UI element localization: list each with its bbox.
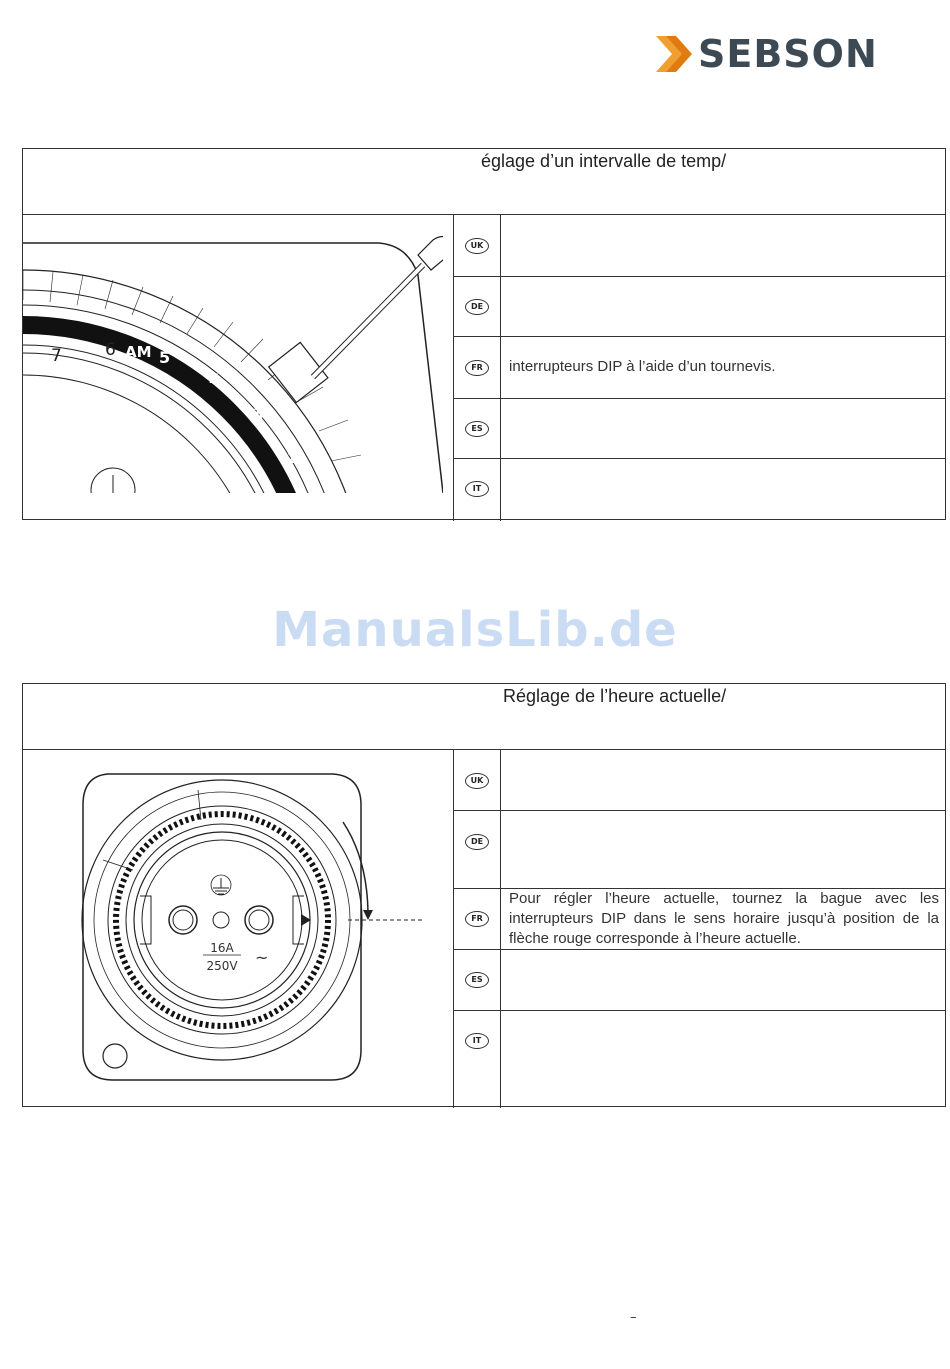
dial-label: 7 bbox=[51, 346, 62, 366]
section-title bbox=[23, 149, 945, 215]
section-current-time bbox=[22, 683, 946, 1107]
brand-name: SEBSON bbox=[698, 32, 878, 76]
lang-row-es bbox=[453, 399, 945, 459]
lang-row-fr bbox=[453, 337, 945, 399]
row-text: interrupteurs DIP à l’aide d’un tournevis. bbox=[509, 358, 776, 375]
fr-flag-icon: FR bbox=[465, 911, 489, 927]
dial-label: 3 bbox=[253, 404, 265, 423]
timer-socket-illustration bbox=[23, 750, 454, 1108]
lang-row-de bbox=[453, 811, 945, 889]
dial-closeup-image bbox=[23, 215, 454, 521]
lang-row-it bbox=[453, 1011, 945, 1106]
timer-front-image bbox=[23, 750, 454, 1108]
uk-flag-icon: UK bbox=[465, 773, 489, 789]
lang-row-de bbox=[453, 277, 945, 337]
section2-title: Réglage de l’heure actuelle/ bbox=[503, 686, 727, 706]
section-time-interval bbox=[22, 148, 946, 520]
es-flag-icon: ES bbox=[465, 972, 489, 988]
timer-dial-illustration bbox=[23, 215, 454, 521]
socket-rating-voltage: 250V bbox=[206, 959, 238, 973]
dial-label: 4 bbox=[209, 370, 221, 389]
it-flag-icon: IT bbox=[465, 481, 489, 497]
sebson-logo bbox=[652, 32, 878, 76]
es-flag-icon: ES bbox=[465, 421, 489, 437]
lang-row-fr bbox=[453, 889, 945, 950]
page-number: – bbox=[630, 1310, 637, 1325]
row-text: Pour régler l’heure actuelle, tournez la bague avec les interrupteurs DIP dans le sens horaire jusqu’à position de la flèche rouge corresponde à l’heure actuelle. bbox=[509, 890, 939, 947]
watermark: ManualsLib.de bbox=[272, 602, 678, 658]
dial-label: 5 bbox=[159, 348, 171, 367]
ac-symbol: ~ bbox=[255, 948, 269, 967]
lang-row-uk bbox=[453, 750, 945, 811]
socket-rating-current: 16A bbox=[210, 941, 234, 955]
it-flag-icon: IT bbox=[465, 1033, 489, 1049]
fr-flag-icon: FR bbox=[465, 360, 489, 376]
section-title bbox=[23, 684, 945, 750]
uk-flag-icon: UK bbox=[465, 238, 489, 254]
lang-row-uk bbox=[453, 215, 945, 277]
chevron-logo-icon bbox=[652, 34, 692, 74]
dial-label: 2 bbox=[287, 448, 299, 467]
dial-label: AM bbox=[125, 343, 152, 361]
de-flag-icon: DE bbox=[465, 299, 489, 315]
lang-row-es bbox=[453, 950, 945, 1011]
lang-row-it bbox=[453, 459, 945, 519]
dial-label: 6 bbox=[105, 340, 116, 360]
de-flag-icon: DE bbox=[465, 834, 489, 850]
section1-title: églage d’un intervalle de temp/ bbox=[481, 151, 727, 171]
